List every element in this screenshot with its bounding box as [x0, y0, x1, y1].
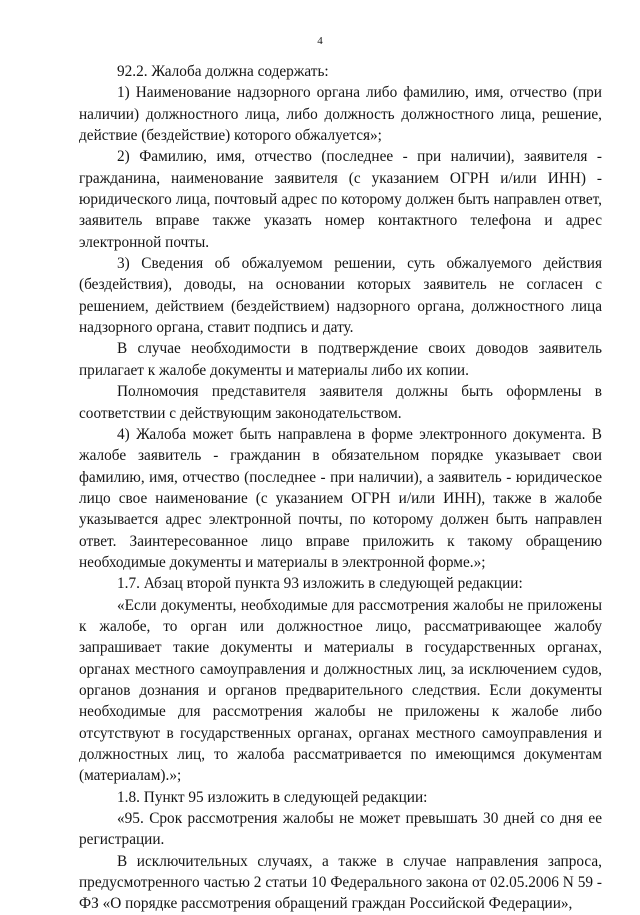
page-number: 4	[317, 35, 323, 47]
document-body	[79, 61, 602, 915]
paragraph-exceptional-cases: В исключительных случаях, а также в случае направления запроса, предусмотренного частью 2 статьи 10 Федерального закона от 02.05.2006 N 59 - ФЗ «О порядке рассмотрения обращений граждан Российской Федерации»,	[79, 852, 602, 913]
paragraph-item-1: 1) Наименование надзорного органа либо фамилию, имя, отчество (при наличии) должностного лица, либо должность должностного лица, решение, действие (бездействие) которого обжалуется»;	[79, 84, 602, 145]
paragraph-92-2-heading: 92.2. Жалоба должна содержать:	[117, 63, 329, 80]
paragraph-1-7-text: «Если документы, необходимые для рассмотрения жалобы не приложены к жалобе, то орган или должностное лицо, рассматривающее жалобу запрашивает такие документы и материалы в государственных органах, органах местного самоуправления и должностных лиц, за исключением судов, органов дознания и органов предварительного следствия. Если документы необходимые для рассмотрения жалобы не приложены к жалобе либо отсутствуют в государственных органах, органах местного самоуправления и должностных лиц, то жалоба рассматривается по имеющимся документам (материалам).»;	[79, 596, 602, 785]
paragraph-item-3: 3) Сведения об обжалуемом решении, суть обжалуемого действия (бездействия), доводы, на основании которых заявитель не согласен с решением, действием (бездействием) надзорного органа, должностного лица надзорного органа, ставит подпись и дату.	[79, 255, 602, 337]
paragraph-1-8-heading: 1.8. Пункт 95 изложить в следующей редакции:	[117, 788, 428, 806]
paragraph-item-2: 2) Фамилию, имя, отчество (последнее - при наличии), заявителя - гражданина, наименование заявителя (с указанием ОГРН и/или ИНН) - юридического лица, почтовый адрес по которому должен быть направлен ответ, заявитель вправе также указать номер контактного телефона и адрес электронной почты.	[79, 148, 602, 251]
paragraph-item-4: 4) Жалоба может быть направлена в форме электронного документа. В жалобе заявитель - гражданин в обязательном порядке указывает свои фамилию, имя, отчество (последнее - при наличии), а заявитель - юридическое лицо свое наименование (с указанием ОГРН и/или ИНН), также в жалобе указывается адрес электронной почты, по которому должен быть направлен ответ. Заинтересованное лицо вправе приложить к такому обращению необходимые документы и материалы в электронной форме.»;	[79, 425, 602, 571]
paragraph-95-text: «95. Срок рассмотрения жалобы не может превышать 30 дней со дня ее регистрации.	[79, 810, 602, 849]
paragraph-1-7-heading: 1.7. Абзац второй пункта 93 изложить в следующей редакции:	[117, 575, 523, 593]
paragraph-supporting-documents: В случае необходимости в подтверждение своих доводов заявитель прилагает к жалобе документы и материалы либо их копии.	[79, 340, 602, 379]
paragraph-representative-authority: Полномочия представителя заявителя должны быть оформлены в соответствии с действующим законодательством.	[79, 383, 602, 422]
